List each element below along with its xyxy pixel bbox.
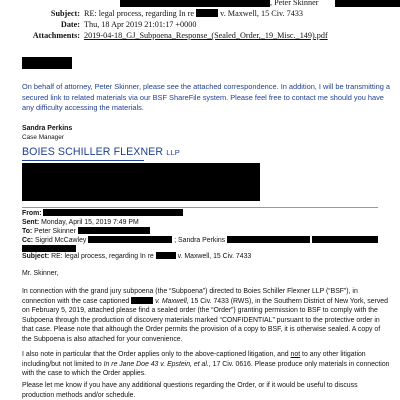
forwarded-subject-after: v. Maxwell, 15 Civ. 7433	[177, 253, 252, 260]
cc-value-a: Sigrid McCawley	[35, 237, 87, 244]
forwarded-subject-before: RE: legal process, regarding In re	[51, 253, 154, 260]
redaction	[120, 0, 270, 7]
redaction	[22, 245, 76, 252]
redaction-block	[22, 57, 72, 69]
forwarded-subject-label: Subject:	[22, 253, 50, 260]
redaction	[88, 236, 172, 243]
paragraph-text: 17 Civ. 0616. Please produce only materials in connection with the case to which the Order applies.	[22, 360, 390, 377]
paragraph-text: to any other litigation including/but not limited to	[22, 351, 366, 368]
redaction	[43, 209, 183, 216]
paragraph-text: 15 Civ. 7433 (RWS), in the Southern District of New York, served on February 5, 2019, attached please find a sealed order (the “Order”) granting permission to BSF to comply with the Subpoena through the production of discovery materials marked “CONFIDENTIAL” pursuant to the protective order in that case. Please note that although the Order permits the provision of a copy to BSF, it is otherwise sealed. A copy of the Subpoena is also attached for your convenience.	[22, 297, 388, 343]
redaction	[312, 236, 378, 243]
signature-name: Sandra Perkins	[22, 125, 73, 132]
recipient-name: , Peter Skinner	[270, 0, 319, 7]
paragraph-text: I also note in particular that the Order applies only to the above-captioned litigation, and	[22, 351, 289, 358]
attachment-link[interactable]: 2019-04-18_GJ_Subpoena_Response_(Sealed_Order,_19_Misc._149).pdf	[84, 31, 328, 40]
date-row	[0, 20, 400, 30]
redaction	[78, 227, 150, 234]
body-paragraph-2	[22, 350, 390, 379]
divider	[22, 207, 378, 208]
forwarded-to-row	[22, 227, 150, 236]
forwarded-cc-row	[22, 236, 378, 245]
subject-row	[0, 9, 400, 19]
forwarded-subject-row	[22, 252, 251, 261]
redaction	[196, 9, 218, 17]
subject-text-after: v. Maxwell, 15 Civ. 7433	[220, 9, 303, 18]
emphasis-not: not	[290, 351, 301, 358]
body-paragraph-3: Please let me know if you have any additional questions regarding the Order, or if it would be useful to discuss production methods and/or schedule.	[22, 382, 358, 399]
attachments-label: Attachments:	[32, 31, 80, 40]
attachments-row	[0, 31, 400, 41]
firm-suffix: LLP	[166, 148, 180, 157]
to-value: Peter Skinner	[34, 228, 76, 235]
redaction-block	[22, 163, 260, 201]
firm-name: BOIES SCHILLER FLEXNER	[22, 146, 164, 158]
sent-value: Monday, April 15, 2019 7:49 PM	[41, 219, 139, 226]
sent-label: Sent:	[22, 219, 40, 226]
salutation: Mr. Skinner,	[22, 270, 59, 277]
redaction	[335, 0, 400, 7]
redaction	[156, 252, 176, 259]
signature-title: Case Manager	[22, 134, 64, 141]
body-paragraph-1	[22, 287, 390, 344]
forwarded-from-row	[22, 209, 183, 218]
intro-paragraph: On behalf of attorney, Peter Skinner, please see the attached correspondence. In addition, I will be transmitting a secured link to related materials via our BSF ShareFile system. Please feel free to contact me should you have any difficulty accessing the materials.	[22, 82, 390, 113]
redaction	[131, 297, 153, 304]
subject-text-before: RE: legal process, regarding In re	[84, 9, 195, 18]
from-label: From:	[22, 210, 42, 217]
firm-logo	[22, 146, 180, 158]
case-name: In re Jane Doe 43 v. Epstein, et al.,	[103, 360, 211, 368]
cc-label: Cc:	[22, 237, 34, 244]
case-name: v. Maxwell,	[155, 297, 189, 305]
redaction	[227, 236, 310, 243]
forwarded-sent-row	[22, 218, 139, 227]
cc-value-b: ; Sandra Perkins	[174, 237, 226, 244]
to-label: To:	[22, 228, 33, 235]
subject-label: Subject:	[50, 9, 80, 18]
firm-underline	[22, 160, 144, 161]
date-value: Thu, 18 Apr 2019 21:01:17 +0000	[84, 20, 197, 29]
paragraph-text: In connection with the grand jury subpoena (the “Subpoena”) directed to Boies Schiller Flexner LLP (“BSF”), in connection with the case captioned	[22, 288, 358, 305]
date-label: Date:	[60, 20, 80, 29]
